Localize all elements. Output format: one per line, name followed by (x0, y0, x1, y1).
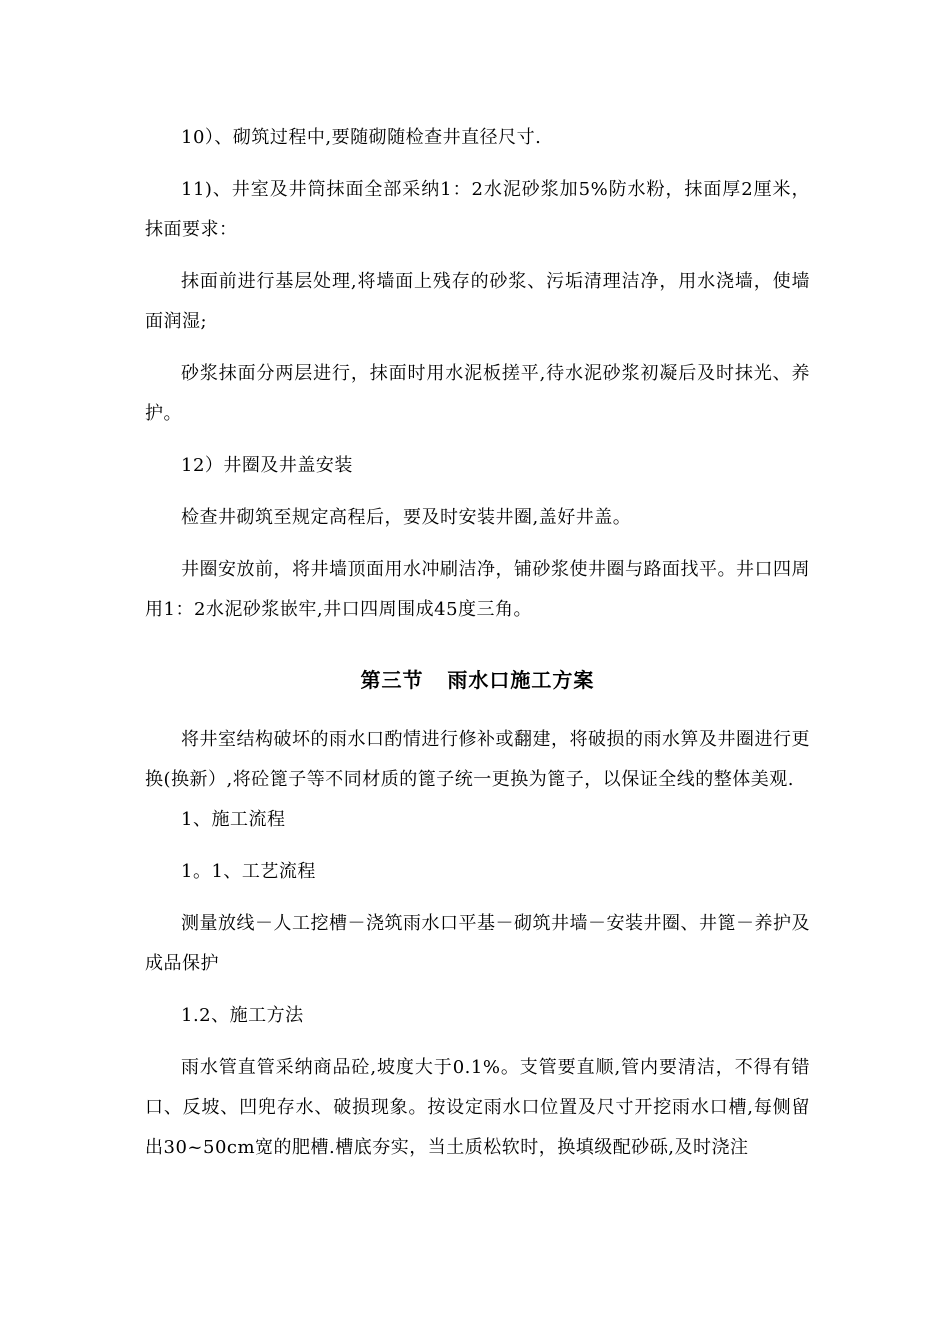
paragraph-construction-method: 1.2、施工方法 (181, 1005, 304, 1026)
paragraph-item-11: 11)、井室及井筒抹面全部采纳1：2水泥砂浆加5%防水粉，抹面厚2厘米，抹面要求： (145, 179, 810, 240)
paragraph-plaster-layers: 砂浆抹面分两层进行，抹面时用水泥板搓平,待水泥砂浆初凝后及时抹光、养护。 (145, 363, 810, 424)
paragraph-method-detail: 雨水管直管采纳商品砼,坡度大于0.1%。支管要直顺,管内要清洁，不得有错口、反坡、凹兜存水、破损现象。按设定雨水口位置及尺寸开挖雨水口槽,每侧留出30~50cm宽的肥槽.槽底夯实，当土质松软时，换填级配砂砾,及时浇注 (145, 1057, 810, 1158)
paragraph-install-cover: 检查井砌筑至规定高程后，要及时安装井圈,盖好井盖。 (181, 507, 632, 528)
paragraph-intro: 将井室结构破坏的雨水口酌情进行修补或翻建，将破损的雨水箅及井圈进行更换(换新）,将砼篦子等不同材质的篦子统一更换为篦子，以保证全线的整体美观. (145, 729, 810, 790)
paragraph-process-flow: 1。1、工艺流程 (181, 861, 316, 882)
paragraph-item-10: 10）、砌筑过程中,要随砌随检查井直径尺寸. (181, 127, 542, 148)
document-page (145, 118, 810, 1168)
paragraph-ring-placement: 井圈安放前，将井墙顶面用水冲刷洁净，铺砂浆使井圈与路面找平。井口四周用1：2水泥砂浆嵌牢,井口四周围成45度三角。 (145, 559, 810, 620)
section-heading: 第三节 雨水口施工方案 (360, 668, 595, 692)
paragraph-process-steps: 测量放线－人工挖槽－浇筑雨水口平基－砌筑井墙－安装井圈、井篦－养护及成品保护 (145, 913, 810, 974)
paragraph-construction-flow: 1、施工流程 (181, 809, 286, 830)
paragraph-plaster-prep: 抹面前进行基层处理,将墙面上残存的砂浆、污垢清理洁净，用水浇墙，使墙面润湿; (145, 271, 810, 332)
paragraph-item-12: 12）井圈及井盖安装 (181, 455, 353, 476)
